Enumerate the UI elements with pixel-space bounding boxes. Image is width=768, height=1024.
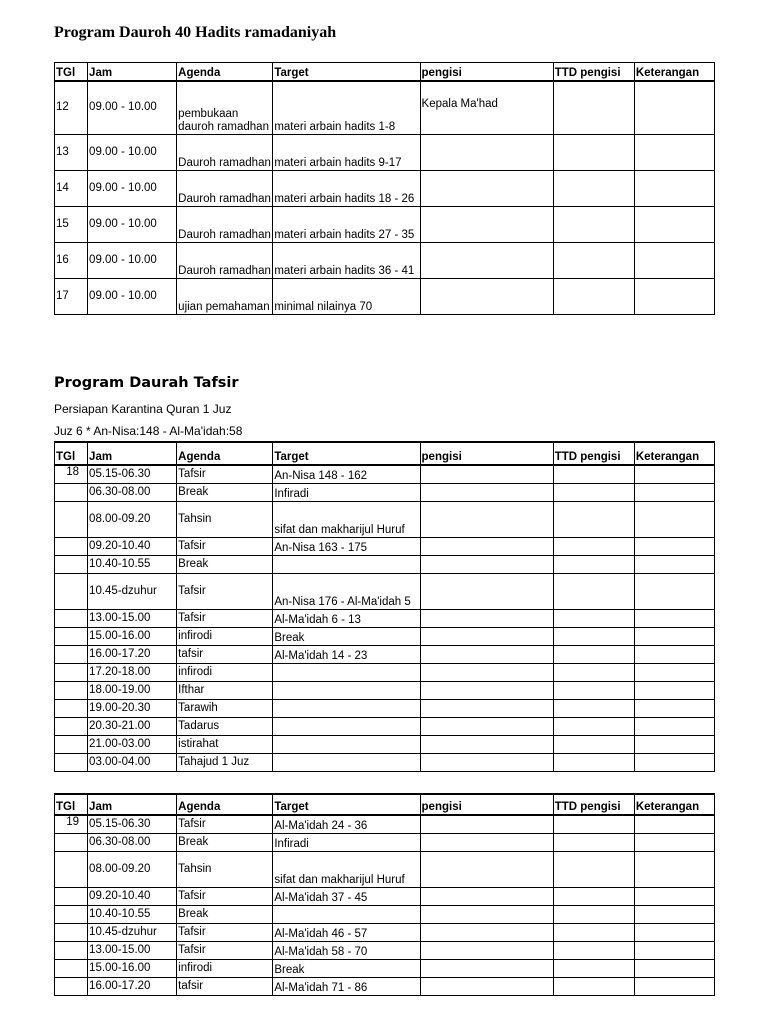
header-keterangan: Keterangan: [634, 442, 714, 465]
cell-ttd-pengisi: [553, 207, 634, 243]
cell-pengisi: [420, 663, 553, 681]
cell-pengisi: [420, 977, 553, 995]
cell-ttd-pengisi: [553, 941, 634, 959]
table-header-row: [55, 442, 715, 465]
cell-agenda: pembukaan dauroh ramadhan: [177, 81, 273, 135]
table-row: [55, 753, 715, 771]
cell-jam: 10.40-10.55: [88, 555, 177, 573]
cell-pengisi: [420, 923, 553, 941]
cell-pengisi: [420, 609, 553, 627]
tafsir-day-18-table: [54, 441, 715, 772]
cell-agenda: infirodi: [177, 627, 273, 645]
cell-jam: 09.20-10.40: [88, 887, 177, 905]
table-row: [55, 465, 715, 483]
cell-pengisi: [420, 681, 553, 699]
cell-target: Break: [273, 627, 420, 645]
cell-target: Break: [273, 959, 420, 977]
cell-tgl: [55, 609, 88, 627]
cell-agenda: Tafsir: [177, 941, 273, 959]
cell-agenda: Dauroh ramadhan: [177, 135, 273, 171]
table-row: [55, 81, 715, 135]
cell-pengisi: [420, 815, 553, 833]
cell-tgl: [55, 501, 88, 537]
cell-ttd-pengisi: [553, 977, 634, 995]
cell-target: [273, 681, 420, 699]
header-tgl: TGl: [55, 63, 88, 81]
cell-pengisi: [420, 537, 553, 555]
cell-ttd-pengisi: [553, 555, 634, 573]
table-row: [55, 887, 715, 905]
cell-keterangan: [634, 815, 714, 833]
cell-agenda: Tadarus: [177, 717, 273, 735]
cell-agenda: Tahsin: [177, 501, 273, 537]
cell-keterangan: [634, 905, 714, 923]
cell-agenda: Dauroh ramadhan: [177, 207, 273, 243]
cell-keterangan: [634, 81, 714, 135]
cell-tgl: [55, 555, 88, 573]
table-row: [55, 135, 715, 171]
header-jam: Jam: [88, 63, 177, 81]
cell-jam: 21.00-03.00: [88, 735, 177, 753]
cell-keterangan: [634, 465, 714, 483]
cell-jam: 10.40-10.55: [88, 905, 177, 923]
cell-tgl: [55, 663, 88, 681]
section-title: Program Daurah Tafsir: [54, 375, 239, 391]
cell-tgl: 18: [55, 465, 88, 483]
cell-target: materi arbain hadits 36 - 41: [273, 243, 420, 279]
cell-keterangan: [634, 717, 714, 735]
cell-keterangan: [634, 483, 714, 501]
header-tgl: TGl: [55, 794, 88, 815]
cell-pengisi: [420, 959, 553, 977]
table-row: [55, 243, 715, 279]
cell-target: Al-Ma'idah 58 - 70: [273, 941, 420, 959]
cell-target: Al-Ma'idah 14 - 23: [273, 645, 420, 663]
cell-agenda: Tafsir: [177, 609, 273, 627]
cell-ttd-pengisi: [553, 851, 634, 887]
table-row: [55, 171, 715, 207]
cell-keterangan: [634, 609, 714, 627]
cell-keterangan: [634, 663, 714, 681]
cell-keterangan: [634, 243, 714, 279]
cell-tgl: [55, 959, 88, 977]
cell-tgl: [55, 753, 88, 771]
cell-agenda: tafsir: [177, 645, 273, 663]
cell-agenda: Break: [177, 833, 273, 851]
cell-jam: 10.45-dzuhur: [88, 573, 177, 609]
cell-jam: 13.00-15.00: [88, 941, 177, 959]
cell-ttd-pengisi: [553, 833, 634, 851]
cell-tgl: [55, 905, 88, 923]
cell-target: [273, 555, 420, 573]
cell-ttd-pengisi: [553, 815, 634, 833]
juz-range: Juz 6 * An-Nisa:148 - Al-Ma'idah:58: [54, 424, 243, 438]
cell-ttd-pengisi: [553, 537, 634, 555]
header-keterangan: Keterangan: [634, 63, 714, 81]
cell-tgl: [55, 941, 88, 959]
cell-agenda: Tarawih: [177, 699, 273, 717]
table-header-row: [55, 794, 715, 815]
cell-ttd-pengisi: [553, 681, 634, 699]
cell-agenda: Tahajud 1 Juz: [177, 753, 273, 771]
cell-target: [273, 717, 420, 735]
cell-jam: 09.00 - 10.00: [88, 279, 177, 315]
cell-agenda: Tafsir: [177, 465, 273, 483]
table-row: [55, 833, 715, 851]
header-ttd-pengisi: TTD pengisi: [553, 442, 634, 465]
cell-tgl: 12: [55, 81, 88, 135]
table-row: [55, 501, 715, 537]
cell-agenda: Dauroh ramadhan: [177, 171, 273, 207]
cell-target: sifat dan makharijul Huruf: [273, 851, 420, 887]
table-row: [55, 735, 715, 753]
header-keterangan: Keterangan: [634, 794, 714, 815]
cell-jam: 16.00-17.20: [88, 645, 177, 663]
header-agenda: Agenda: [177, 63, 273, 81]
cell-tgl: 13: [55, 135, 88, 171]
cell-keterangan: [634, 501, 714, 537]
cell-pengisi: [420, 735, 553, 753]
cell-target: Al-Ma'idah 37 - 45: [273, 887, 420, 905]
cell-keterangan: [634, 537, 714, 555]
cell-tgl: [55, 717, 88, 735]
cell-pengisi: [420, 555, 553, 573]
table-row: [55, 555, 715, 573]
header-ttd-pengisi: TTD pengisi: [553, 794, 634, 815]
cell-pengisi: [420, 753, 553, 771]
header-target: Target: [273, 794, 420, 815]
table-row: [55, 207, 715, 243]
cell-agenda: Break: [177, 555, 273, 573]
cell-jam: 09.00 - 10.00: [88, 207, 177, 243]
cell-ttd-pengisi: [553, 905, 634, 923]
cell-jam: 09.00 - 10.00: [88, 135, 177, 171]
cell-target: An-Nisa 148 - 162: [273, 465, 420, 483]
cell-target: sifat dan makharijul Huruf: [273, 501, 420, 537]
cell-keterangan: [634, 735, 714, 753]
table-row: [55, 923, 715, 941]
cell-keterangan: [634, 959, 714, 977]
cell-agenda: Tahsin: [177, 851, 273, 887]
cell-keterangan: [634, 977, 714, 995]
cell-jam: 05.15-06.30: [88, 815, 177, 833]
cell-target: [273, 735, 420, 753]
cell-ttd-pengisi: [553, 645, 634, 663]
cell-keterangan: [634, 833, 714, 851]
tafsir-day-19-table: [54, 793, 715, 996]
cell-keterangan: [634, 279, 714, 315]
cell-agenda: Break: [177, 905, 273, 923]
cell-keterangan: [634, 923, 714, 941]
header-jam: Jam: [88, 442, 177, 465]
table-row: [55, 681, 715, 699]
table-row: [55, 941, 715, 959]
cell-tgl: [55, 923, 88, 941]
cell-keterangan: [634, 851, 714, 887]
table-row: [55, 537, 715, 555]
cell-ttd-pengisi: [553, 465, 634, 483]
cell-agenda: istirahat: [177, 735, 273, 753]
table-row: [55, 905, 715, 923]
cell-keterangan: [634, 207, 714, 243]
cell-jam: 03.00-04.00: [88, 753, 177, 771]
cell-jam: 15.00-16.00: [88, 959, 177, 977]
cell-target: materi arbain hadits 1-8: [273, 81, 420, 135]
cell-target: [273, 699, 420, 717]
cell-ttd-pengisi: [553, 923, 634, 941]
cell-pengisi: [420, 171, 553, 207]
cell-pengisi: Kepala Ma'had: [420, 81, 553, 135]
cell-target: [273, 663, 420, 681]
cell-target: An-Nisa 176 - Al-Ma'idah 5: [273, 573, 420, 609]
header-agenda: Agenda: [177, 442, 273, 465]
cell-ttd-pengisi: [553, 699, 634, 717]
cell-target: Al-Ma'idah 6 - 13: [273, 609, 420, 627]
header-target: Target: [273, 63, 420, 81]
cell-agenda: ujian pemahaman: [177, 279, 273, 315]
cell-target: An-Nisa 163 - 175: [273, 537, 420, 555]
cell-keterangan: [634, 753, 714, 771]
cell-ttd-pengisi: [553, 171, 634, 207]
cell-target: Infiradi: [273, 483, 420, 501]
cell-keterangan: [634, 887, 714, 905]
table-row: [55, 573, 715, 609]
cell-ttd-pengisi: [553, 717, 634, 735]
cell-jam: 18.00-19.00: [88, 681, 177, 699]
cell-jam: 19.00-20.30: [88, 699, 177, 717]
cell-tgl: 19: [55, 815, 88, 833]
cell-ttd-pengisi: [553, 735, 634, 753]
cell-agenda: Ifthar: [177, 681, 273, 699]
header-jam: Jam: [88, 794, 177, 815]
cell-ttd-pengisi: [553, 959, 634, 977]
cell-agenda: Tafsir: [177, 815, 273, 833]
cell-jam: 20.30-21.00: [88, 717, 177, 735]
cell-target: materi arbain hadits 9-17: [273, 135, 420, 171]
cell-pengisi: [420, 833, 553, 851]
cell-keterangan: [634, 135, 714, 171]
cell-jam: 06.30-08.00: [88, 483, 177, 501]
cell-jam: 15.00-16.00: [88, 627, 177, 645]
cell-ttd-pengisi: [553, 243, 634, 279]
cell-jam: 17.20-18.00: [88, 663, 177, 681]
table-header-row: [55, 63, 715, 81]
table-row: [55, 645, 715, 663]
cell-pengisi: [420, 483, 553, 501]
table-row: [55, 699, 715, 717]
table-row: [55, 815, 715, 833]
cell-agenda: Tafsir: [177, 887, 273, 905]
cell-pengisi: [420, 851, 553, 887]
cell-pengisi: [420, 905, 553, 923]
cell-agenda: Break: [177, 483, 273, 501]
table-row: [55, 977, 715, 995]
table-row: [55, 663, 715, 681]
cell-keterangan: [634, 573, 714, 609]
cell-target: Al-Ma'idah 46 - 57: [273, 923, 420, 941]
cell-pengisi: [420, 941, 553, 959]
cell-tgl: 16: [55, 243, 88, 279]
cell-tgl: [55, 977, 88, 995]
cell-target: materi arbain hadits 18 - 26: [273, 171, 420, 207]
cell-jam: 09.00 - 10.00: [88, 81, 177, 135]
cell-pengisi: [420, 207, 553, 243]
cell-pengisi: [420, 465, 553, 483]
cell-tgl: 14: [55, 171, 88, 207]
cell-tgl: [55, 483, 88, 501]
cell-jam: 09.00 - 10.00: [88, 171, 177, 207]
cell-jam: 06.30-08.00: [88, 833, 177, 851]
cell-jam: 08.00-09.20: [88, 501, 177, 537]
cell-ttd-pengisi: [553, 887, 634, 905]
header-tgl: TGl: [55, 442, 88, 465]
cell-pengisi: [420, 573, 553, 609]
header-pengisi: pengisi: [420, 442, 553, 465]
cell-ttd-pengisi: [553, 753, 634, 771]
cell-ttd-pengisi: [553, 573, 634, 609]
cell-ttd-pengisi: [553, 81, 634, 135]
cell-jam: 09.00 - 10.00: [88, 243, 177, 279]
cell-keterangan: [634, 645, 714, 663]
cell-agenda: Tafsir: [177, 537, 273, 555]
hadits-schedule-table: [54, 62, 715, 315]
cell-ttd-pengisi: [553, 609, 634, 627]
cell-tgl: [55, 645, 88, 663]
cell-tgl: [55, 833, 88, 851]
section-subtitle: Persiapan Karantina Quran 1 Juz: [54, 402, 232, 416]
table-row: [55, 717, 715, 735]
cell-agenda: infirodi: [177, 959, 273, 977]
cell-pengisi: [420, 717, 553, 735]
cell-agenda: tafsir: [177, 977, 273, 995]
cell-target: Al-Ma'idah 71 - 86: [273, 977, 420, 995]
cell-tgl: [55, 851, 88, 887]
cell-pengisi: [420, 627, 553, 645]
cell-keterangan: [634, 627, 714, 645]
header-agenda: Agenda: [177, 794, 273, 815]
cell-pengisi: [420, 887, 553, 905]
table-row: [55, 279, 715, 315]
cell-target: Infiradi: [273, 833, 420, 851]
cell-keterangan: [634, 941, 714, 959]
cell-tgl: [55, 699, 88, 717]
cell-ttd-pengisi: [553, 663, 634, 681]
cell-pengisi: [420, 243, 553, 279]
header-target: Target: [273, 442, 420, 465]
cell-pengisi: [420, 699, 553, 717]
cell-tgl: [55, 573, 88, 609]
table-row: [55, 959, 715, 977]
cell-keterangan: [634, 555, 714, 573]
table-row: [55, 483, 715, 501]
cell-jam: 08.00-09.20: [88, 851, 177, 887]
cell-target: Al-Ma'idah 24 - 36: [273, 815, 420, 833]
table-row: [55, 627, 715, 645]
cell-agenda: Tafsir: [177, 573, 273, 609]
cell-ttd-pengisi: [553, 501, 634, 537]
cell-tgl: 15: [55, 207, 88, 243]
cell-tgl: [55, 887, 88, 905]
cell-pengisi: [420, 501, 553, 537]
header-ttd-pengisi: TTD pengisi: [553, 63, 634, 81]
cell-keterangan: [634, 171, 714, 207]
cell-tgl: [55, 537, 88, 555]
cell-ttd-pengisi: [553, 627, 634, 645]
cell-pengisi: [420, 279, 553, 315]
cell-ttd-pengisi: [553, 483, 634, 501]
header-pengisi: pengisi: [420, 63, 553, 81]
cell-pengisi: [420, 135, 553, 171]
cell-target: materi arbain hadits 27 - 35: [273, 207, 420, 243]
table-row: [55, 851, 715, 887]
header-pengisi: pengisi: [420, 794, 553, 815]
cell-tgl: 17: [55, 279, 88, 315]
cell-tgl: [55, 681, 88, 699]
cell-target: minimal nilainya 70: [273, 279, 420, 315]
cell-ttd-pengisi: [553, 135, 634, 171]
cell-agenda: infirodi: [177, 663, 273, 681]
cell-pengisi: [420, 645, 553, 663]
cell-target: [273, 753, 420, 771]
cell-jam: 09.20-10.40: [88, 537, 177, 555]
cell-target: [273, 905, 420, 923]
cell-jam: 10.45-dzuhur: [88, 923, 177, 941]
cell-keterangan: [634, 699, 714, 717]
cell-ttd-pengisi: [553, 279, 634, 315]
cell-keterangan: [634, 681, 714, 699]
cell-tgl: [55, 735, 88, 753]
cell-jam: 13.00-15.00: [88, 609, 177, 627]
table-row: [55, 609, 715, 627]
cell-tgl: [55, 627, 88, 645]
page-title: Program Dauroh 40 Hadits ramadaniyah: [54, 24, 337, 41]
cell-jam: 05.15-06.30: [88, 465, 177, 483]
cell-jam: 16.00-17.20: [88, 977, 177, 995]
cell-agenda: Dauroh ramadhan: [177, 243, 273, 279]
cell-agenda: Tafsir: [177, 923, 273, 941]
